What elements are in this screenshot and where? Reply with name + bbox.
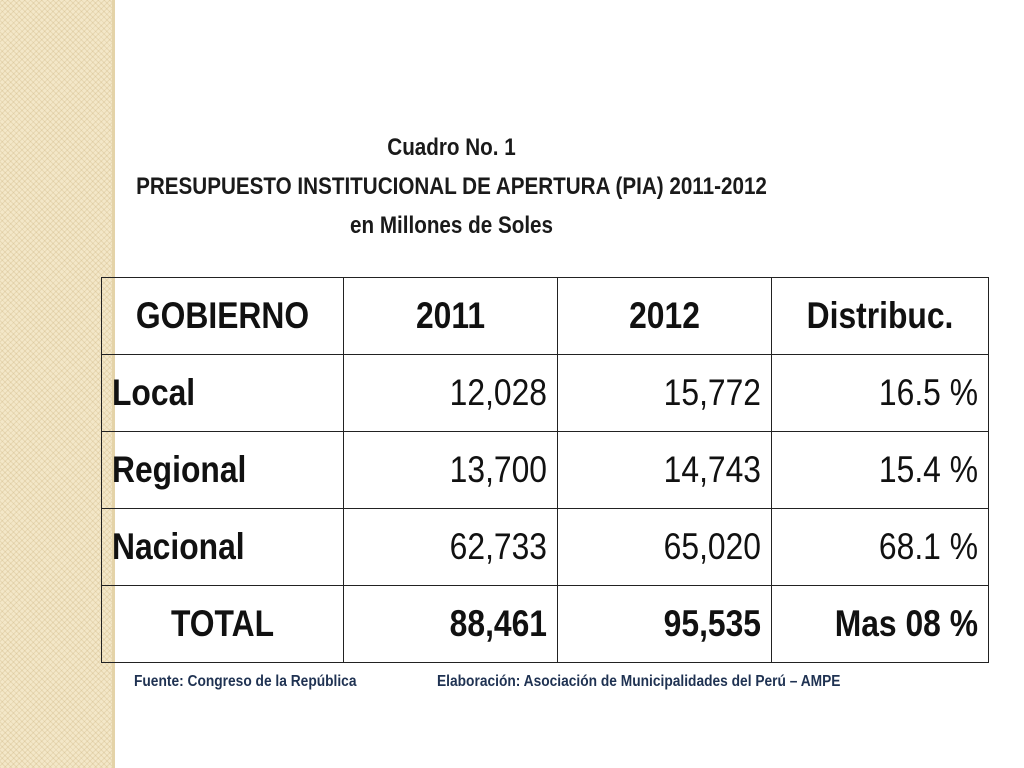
decorative-side-strip xyxy=(0,0,112,768)
value-2011-cell: 62,733 xyxy=(344,509,558,586)
source-note: Fuente: Congreso de la República xyxy=(134,673,357,690)
distribution-cell: 68.1 % xyxy=(772,509,989,586)
elaboration-note: Elaboración: Asociación de Municipalidades del Perú – AMPE xyxy=(437,673,841,690)
caption-units: en Millones de Soles xyxy=(349,212,554,239)
table-row xyxy=(102,509,989,586)
table-header-row xyxy=(102,278,989,355)
distribution-cell: 15.4 % xyxy=(772,432,989,509)
table-row xyxy=(102,432,989,509)
row-label-cell: Local xyxy=(102,355,344,432)
header-cell-2011: 2011 xyxy=(344,278,558,355)
header-cell-2012: 2012 xyxy=(558,278,772,355)
caption-number: Cuadro No. 1 xyxy=(387,134,516,161)
value-2012-cell: 15,772 xyxy=(558,355,772,432)
distribution-cell: 16.5 % xyxy=(772,355,989,432)
value-2012-cell: 65,020 xyxy=(558,509,772,586)
row-label-cell: Regional xyxy=(102,432,344,509)
value-2011-cell: 12,028 xyxy=(344,355,558,432)
value-2012-cell: 14,743 xyxy=(558,432,772,509)
table-row xyxy=(102,355,989,432)
total-label-cell: TOTAL xyxy=(102,586,344,663)
row-label-cell: Nacional xyxy=(102,509,344,586)
table-caption xyxy=(0,128,903,245)
budget-table xyxy=(101,277,989,663)
header-cell-distribucion: Distribuc. xyxy=(772,278,989,355)
table-total-row xyxy=(102,586,989,663)
total-2011-cell: 88,461 xyxy=(344,586,558,663)
total-distribution-cell: Mas 08 % xyxy=(772,586,989,663)
caption-title: PRESUPUESTO INSTITUCIONAL DE APERTURA (PIA) 2011-2012 xyxy=(136,173,767,200)
total-2012-cell: 95,535 xyxy=(558,586,772,663)
value-2011-cell: 13,700 xyxy=(344,432,558,509)
header-cell-gobierno: GOBIERNO xyxy=(102,278,344,355)
